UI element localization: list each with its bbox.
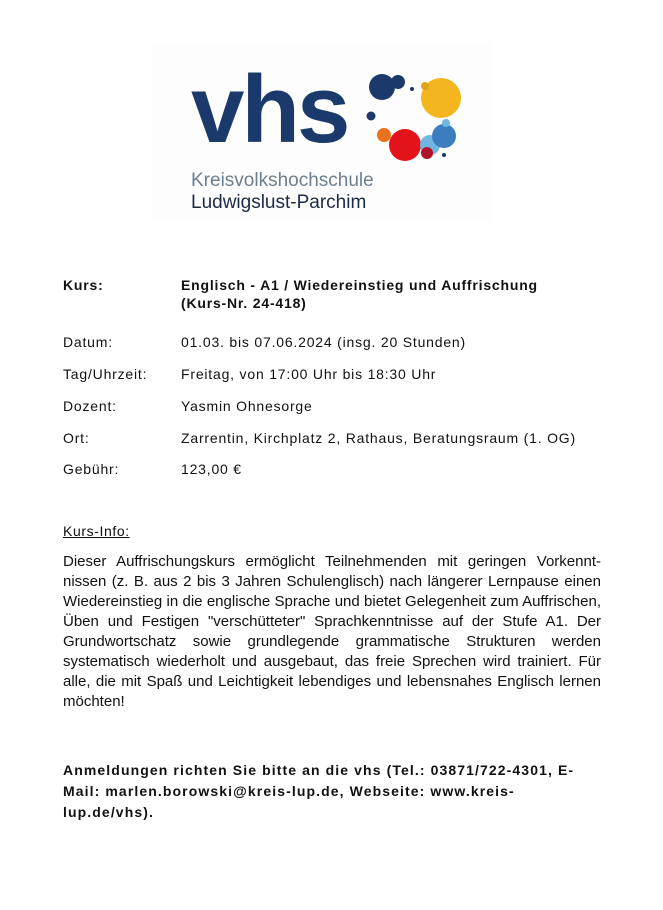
detail-label: Gebühr:	[63, 461, 120, 477]
detail-label: Ort:	[63, 430, 90, 446]
registration-contact: Anmeldungen richten Sie bitte an die vhs (Tel.: 03871/722-4301, E-Mail: marlen.borowski@kreis-lup.de, Webseite: www.kreis-lup.de/vhs).	[63, 762, 575, 820]
course-title: Englisch - A1 / Wiedereinstieg und Auffrischung	[181, 277, 538, 293]
detail-value: Zarrentin, Kirchplatz 2, Rathaus, Beratungsraum (1. OG)	[181, 430, 576, 446]
course-info-heading: Kurs-Info:	[63, 523, 130, 539]
detail-label: Dozent:	[63, 398, 117, 414]
logo-dots-icon	[360, 65, 470, 175]
logo-wordmark: vhs	[191, 56, 348, 163]
logo-line-1: Kreisvolkshochschule	[191, 170, 374, 191]
logo-line-2: Ludwigslust-Parchim	[191, 192, 367, 213]
detail-value: 01.03. bis 07.06.2024 (insg. 20 Stunden)	[181, 334, 466, 350]
detail-label: Datum:	[63, 334, 113, 350]
detail-value: Yasmin Ohnesorge	[181, 398, 313, 414]
detail-label: Tag/Uhrzeit:	[63, 366, 148, 382]
detail-value: Freitag, von 17:00 Uhr bis 18:30 Uhr	[181, 366, 437, 382]
course-info-body: Dieser Auffrischungskurs ermöglicht Teilnehmenden mit geringen Vorkennt-nissen (z. B. aus 2 bis 3 Jahren Schulenglisch) nach längerer Lernpause einen Wiedereinstieg in die englische Sprache und bietet Gelegenheit zum Auffrischen, Üben und Festigen "verschütteter" Sprachkenntnisse auf der Stufe A1. Der Grundwortschatz sowie grundlegende grammatische Strukturen werden systematisch wiederholt und ausgebaut, das freie Sprechen wird trainiert. Für alle, die mit Spaß und Leichtigkeit lebendiges und lebensnahes Englisch lernen möchten!	[63, 553, 601, 710]
course-label: Kurs:	[63, 277, 104, 293]
detail-value: 123,00 €	[181, 461, 242, 477]
course-number: (Kurs-Nr. 24-418)	[181, 295, 307, 311]
